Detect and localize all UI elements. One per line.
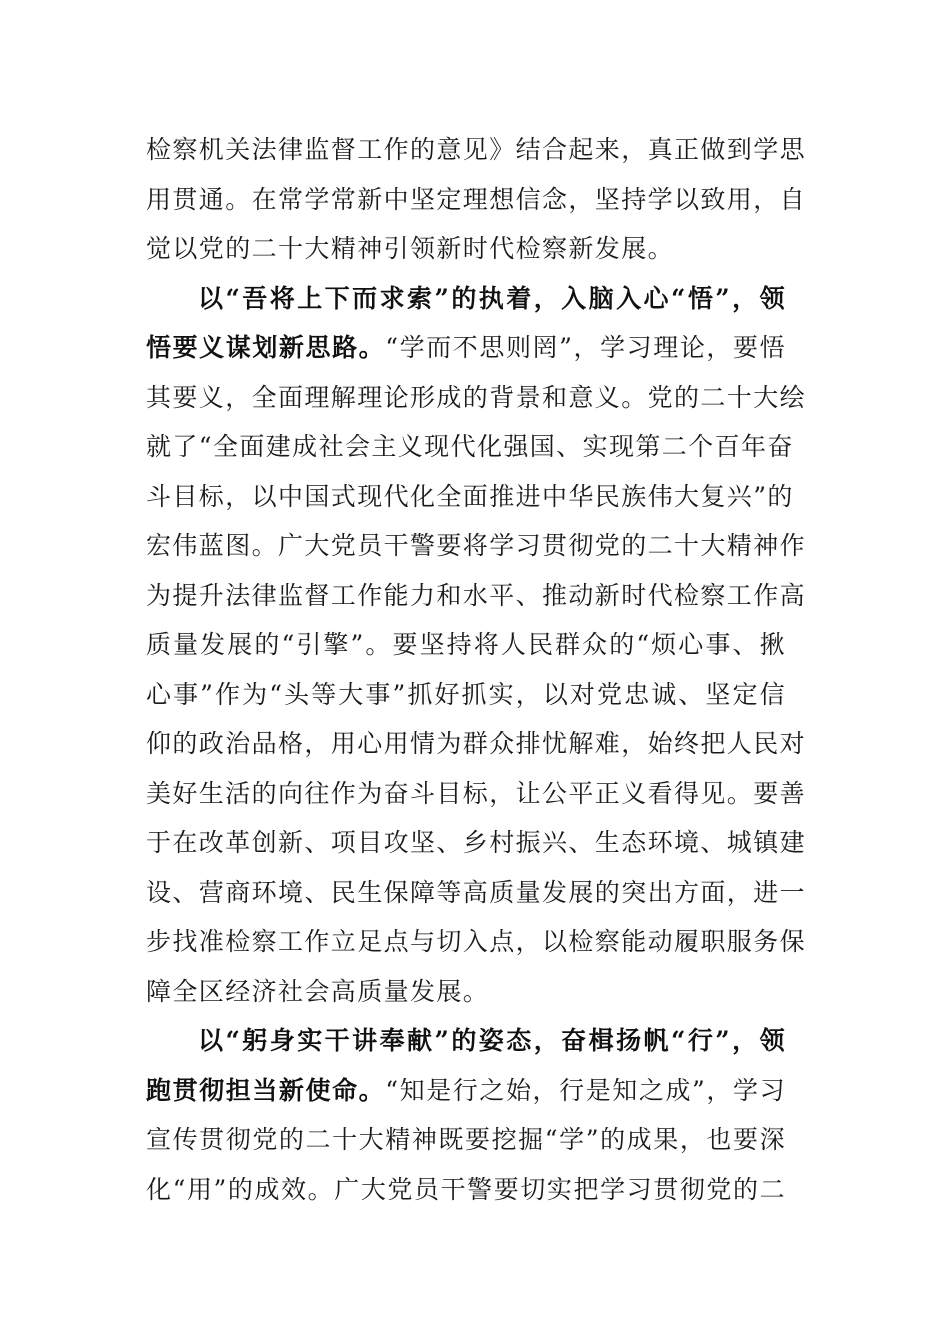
text-line: [146, 1165, 786, 1215]
text-line: [146, 1115, 786, 1165]
text-segment: 宣传贯彻党的二十大精神既要挖掘“学”的成果，也要深: [146, 1125, 786, 1154]
text-line: [146, 472, 794, 522]
bold-heading-segment: 以“吾将上下而求索”的执着，入脑入心“悟”，领: [198, 283, 786, 313]
text-line: [146, 571, 807, 621]
text-segment: 就了“全面建成社会主义现代化强国、实现第二个百年奋: [146, 432, 794, 461]
text-line: [146, 175, 807, 225]
text-segment: 检察机关法律监督工作的意见》结合起来，真正做到学思: [146, 135, 807, 164]
paragraph-1: [146, 125, 807, 274]
text-segment: “知是行之始，行是知之成”，学习: [385, 1075, 786, 1105]
paragraph-3: [146, 1016, 786, 1214]
text-line: [146, 1016, 786, 1066]
bold-heading-segment: 跑贯彻担当新使命。: [146, 1075, 386, 1105]
text-line: [146, 868, 807, 918]
text-segment: “学而不思则罔”，学习理论，要悟: [385, 333, 786, 362]
bold-heading-segment: 悟要义谋划新思路。: [146, 333, 386, 362]
text-segment: 用贯通。在常学常新中坚定理想信念，坚持学以致用，自: [146, 184, 807, 214]
bold-heading-segment: 以“躬身实干讲奉献”的姿态，奋楫扬帆“行”，领: [198, 1026, 786, 1055]
text-line: [146, 719, 807, 769]
document-page: [146, 125, 807, 1214]
paragraph-2: [146, 274, 807, 1017]
text-line: [146, 1066, 786, 1116]
text-line: [146, 818, 807, 868]
text-line: [146, 224, 786, 274]
text-segment: 宏伟蓝图。广大党员干警要将学习贯彻党的二十大精神作: [146, 531, 807, 560]
text-segment: 步找准检察工作立足点与切入点，以检察能动履职服务保: [146, 927, 807, 956]
text-line: [146, 373, 807, 423]
text-line: [146, 967, 786, 1017]
text-line: [146, 274, 786, 324]
text-line: [146, 917, 807, 967]
text-segment: 障全区经济社会高质量发展。: [146, 976, 490, 1006]
text-segment: 于在改革创新、项目攻坚、乡村振兴、生态环境、城镇建: [146, 828, 807, 857]
text-segment: 化“用”的成效。广大党员干警要切实把学习贯彻党的二: [146, 1174, 786, 1204]
text-segment: 美好生活的向往作为奋斗目标，让公平正义看得见。要善: [146, 778, 807, 808]
text-segment: 觉以党的二十大精神引领新时代检察新发展。: [146, 234, 675, 263]
text-segment: 仰的政治品格，用心用情为群众排忧解难，始终把人民对: [146, 729, 807, 758]
text-line: [146, 422, 794, 472]
text-segment: 设、营商环境、民生保障等高质量发展的突出方面，进一: [146, 877, 807, 907]
text-segment: 为提升法律监督工作能力和水平、推动新时代检察工作高: [146, 580, 807, 610]
text-segment: 心事”作为“头等大事”抓好抓实，以对党忠诚、坚定信: [146, 679, 786, 709]
text-line: [146, 670, 786, 720]
text-line: [146, 521, 807, 571]
text-segment: 质量发展的“引擎”。要坚持将人民群众的“烦心事、揪: [146, 630, 786, 659]
text-segment: 斗目标，以中国式现代化全面推进中华民族伟大复兴”的: [146, 481, 794, 511]
text-segment: 其要义，全面理解理论形成的背景和意义。党的二十大绘: [146, 382, 807, 412]
text-line: [146, 125, 807, 175]
text-line: [146, 323, 786, 373]
text-line: [146, 769, 807, 819]
text-line: [146, 620, 786, 670]
